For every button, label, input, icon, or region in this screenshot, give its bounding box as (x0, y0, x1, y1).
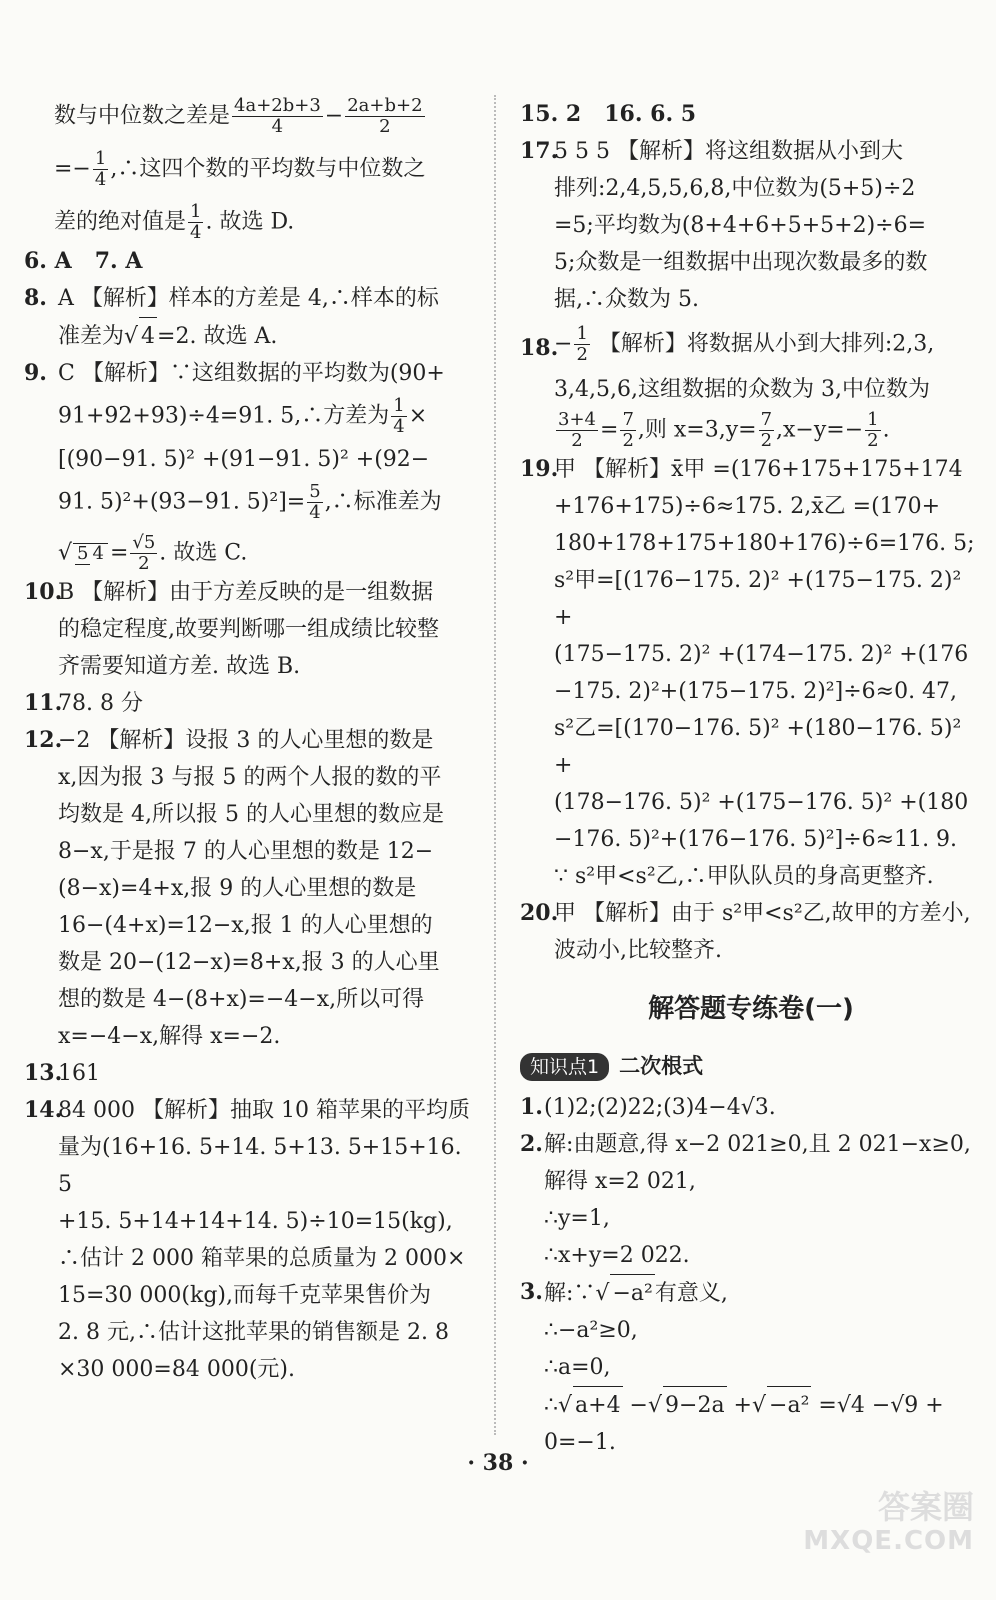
answer-6: 6. A (24, 248, 72, 274)
line: ∴x+y=2 022. (544, 1243, 690, 1268)
numerator: √5 (132, 532, 156, 553)
answer-1 (520, 1089, 982, 1126)
denominator: 4 (309, 502, 321, 523)
text: −√ (622, 1393, 663, 1418)
line: (1)2;(2)22;(3)4−4√3. (544, 1095, 776, 1120)
question-number: 18. (520, 335, 559, 361)
text: = (109, 540, 129, 566)
denominator: 4 (92, 543, 104, 564)
text: 解:∵√ (544, 1281, 610, 1306)
q6-q7 (24, 243, 476, 280)
line: s²乙=[(170−176. 5)² +(180−176. 5)² + (554, 716, 962, 778)
line (554, 324, 982, 365)
denominator: 2 (867, 430, 879, 451)
line: A 【解析】样本的方差是 4,∴样本的标 (58, 286, 439, 311)
text: 有意义, (654, 1281, 728, 1306)
line: 3,4,5,6,这组数据的众数为 3,中位数为 (554, 377, 930, 402)
knowledge-point-title: 二次根式 (619, 1054, 704, 1078)
text: . 故选 D. (205, 209, 295, 235)
denominator: 2 (576, 344, 588, 365)
cont-line-1 (24, 96, 476, 137)
denominator: 2 (138, 553, 150, 574)
line: [(90−91. 5)² +(91−91. 5)² +(92− (58, 447, 430, 472)
line: 数是 20−(12−x)=8+x,报 3 的人心里 (58, 950, 440, 975)
numerator: 7 (760, 409, 773, 430)
fraction (620, 410, 635, 451)
question-13 (24, 1055, 476, 1092)
line: ∴估计 2 000 箱苹果的总质量为 2 000× (58, 1246, 466, 1271)
text: 差的绝对值是 (54, 209, 187, 235)
q15-q16 (520, 96, 982, 133)
question-number: 1. (520, 1094, 543, 1120)
text: − (554, 331, 573, 357)
line: 据,∴众数为 5. (554, 287, 699, 312)
radicand: 9−2a (663, 1386, 727, 1424)
text: =2. 故选 A. (157, 324, 278, 349)
line: 甲 【解析】x̄甲 =(176+175+175+174 (554, 457, 963, 482)
answer-7: 7. A (94, 248, 143, 274)
question-9 (24, 355, 476, 574)
question-number: 13. (24, 1060, 63, 1086)
text: √ (58, 540, 73, 566)
line (554, 410, 982, 451)
numerator: 1 (190, 201, 202, 222)
text: +√ (726, 1393, 767, 1418)
question-number: 17. (520, 138, 559, 164)
line: x=−4−x,解得 x=−2. (58, 1024, 281, 1049)
question-number: 10. (24, 579, 63, 605)
denominator: 2 (571, 430, 583, 451)
question-17 (520, 133, 982, 318)
radicand: a+4 (573, 1386, 623, 1424)
line: 排列:2,4,5,5,6,8,中位数为(5+5)÷2 (554, 176, 916, 201)
question-number: 19. (520, 456, 559, 482)
fraction (865, 410, 880, 451)
text: 【解析】将数据从小到大排列:2,3, (591, 331, 935, 357)
line: 5;众数是一组数据中出现次数最多的数 (554, 250, 928, 275)
question-18 (520, 324, 982, 451)
line: 15=30 000(kg),而每千克苹果售价为 (58, 1283, 431, 1308)
text: 数与中位数之差是 (54, 103, 231, 129)
text: ,∴标准差为 (324, 489, 442, 515)
numerator: 1 (867, 409, 879, 430)
line: s²甲=[(176−175. 2)² +(175−175. 2)² + (554, 568, 962, 630)
numerator: 1 (393, 395, 405, 416)
question-number: 3. (520, 1279, 543, 1305)
question-12 (24, 722, 476, 1055)
radicand: −a² (767, 1386, 811, 1424)
numerator: 4a+2b+3 (234, 95, 321, 116)
left-column (24, 96, 476, 1388)
text: 91. 5)²+(93−91. 5)²]= (58, 489, 306, 515)
answer-16: 16. 6. 5 (604, 101, 697, 127)
text: ,x−y=− (776, 417, 864, 443)
line (544, 1386, 982, 1424)
cont-line-2 (24, 149, 476, 190)
question-number: 9. (24, 360, 47, 386)
fraction (232, 96, 323, 137)
question-number: 2. (520, 1131, 543, 1157)
question-number: 11. (24, 690, 63, 716)
text: =− (54, 156, 91, 182)
line: 想的数是 4−(8+x)=−4−x,所以可得 (58, 987, 425, 1012)
text: ∴√ (544, 1393, 573, 1418)
line: B 【解析】由于方差反映的是一组数据 (58, 580, 434, 605)
watermark-text: 答案圈 (877, 1488, 974, 1526)
denominator: 4 (271, 116, 284, 137)
answer-15: 15. 2 (520, 101, 582, 127)
page-number: · 38 · (467, 1450, 529, 1476)
line: −176. 5)²+(176−176. 5)²]÷6≈11. 9. (554, 827, 958, 852)
line (58, 482, 476, 523)
text: 准差为√ (58, 324, 139, 349)
column-divider (494, 95, 496, 1435)
question-19 (520, 451, 982, 895)
text: . 故选 C. (159, 540, 248, 566)
line (58, 533, 476, 574)
line: (175−175. 2)² +(174−175. 2)² +(176 (554, 642, 969, 667)
fraction (759, 410, 774, 451)
line: ∴a=0, (544, 1355, 611, 1380)
question-8 (24, 280, 476, 355)
text: ,则 x=3,y= (637, 417, 757, 443)
line: 均数是 4,所以报 5 的人心里想的数应是 (58, 802, 444, 827)
cont-line-3 (24, 202, 476, 243)
knowledge-point-header (520, 1048, 982, 1085)
line: ∵ s²甲<s²乙,∴甲队队员的身高更整齐. (554, 864, 934, 889)
line: 波动小,比较整齐. (554, 938, 722, 963)
line: 84 000 【解析】抽取 10 箱苹果的平均质 (58, 1098, 470, 1123)
line: 解:由题意,得 x−2 021≥0,且 2 021−x≥0, (544, 1132, 971, 1157)
numerator: 2a+b+2 (347, 95, 423, 116)
question-10 (24, 574, 476, 685)
numerator: 7 (622, 409, 634, 430)
text: ,∴这四个数的平均数与中位数之 (110, 156, 426, 182)
numerator: 1 (94, 148, 107, 169)
line: 的稳定程度,故要判断哪一组成绩比较整 (58, 617, 439, 642)
numerator: 5 (309, 481, 321, 502)
line (544, 1274, 982, 1312)
line: 齐需要知道方差. 故选 B. (58, 654, 301, 679)
text: × (408, 403, 428, 429)
line: −175. 2)²+(175−175. 2)²]÷6≈0. 47, (554, 679, 958, 704)
fraction (391, 396, 406, 437)
line: 甲 【解析】由于 s²甲<s²乙,故甲的方差小, (554, 901, 971, 926)
radicand: −a² (610, 1274, 654, 1312)
line: 78. 8 分 (58, 691, 143, 716)
line: 161 (58, 1061, 100, 1086)
text: . (882, 417, 890, 443)
right-column (520, 96, 982, 1461)
line (58, 317, 476, 355)
line: ∴y=1, (544, 1206, 610, 1231)
numerator: 5 (77, 543, 89, 564)
denominator: 4 (190, 222, 202, 243)
fraction (93, 149, 108, 190)
question-14 (24, 1092, 476, 1388)
fraction (130, 533, 157, 574)
question-20 (520, 895, 982, 969)
text: 91+92+93)÷4=91. 5,∴方差为 (58, 403, 390, 429)
question-number: 14. (24, 1097, 63, 1123)
watermark (803, 1490, 974, 1558)
question-number: 12. (24, 727, 63, 753)
line: x,因为报 3 与报 5 的两个人报的数的平 (58, 765, 442, 790)
denominator: 2 (760, 430, 773, 451)
line: 2. 8 元,∴估计这批苹果的销售额是 2. 8 (58, 1320, 449, 1345)
fraction (73, 543, 108, 564)
denominator: 4 (393, 416, 405, 437)
section-title: 解答题专练卷(一) (648, 994, 854, 1024)
line: 5 5 5 【解析】将这组数据从小到大 (554, 139, 903, 164)
line: −2 【解析】设报 3 的人心里想的数是 (58, 728, 434, 753)
answer-2 (520, 1126, 982, 1274)
text: − (324, 103, 344, 129)
line: 解得 x=2 021, (544, 1169, 696, 1194)
text: = (600, 417, 619, 443)
answer-3 (520, 1274, 982, 1461)
line: ×30 000=84 000(元). (58, 1357, 295, 1382)
line: ∴−a²≥0, (544, 1318, 638, 1343)
line: 180+178+175+180+176)÷6=176. 5; (554, 531, 975, 556)
knowledge-point-badge: 知识点1 (520, 1053, 609, 1081)
question-number: 20. (520, 900, 559, 926)
fraction (345, 96, 424, 137)
line: =5;平均数为(8+4+6+5+5+2)÷6= (554, 213, 927, 238)
text: =√4 −√9 + (811, 1393, 944, 1418)
line: 0=−1. (544, 1430, 616, 1455)
line: +176+175)÷6≈175. 2,x̄乙 =(170+ (554, 494, 941, 519)
question-number: 8. (24, 285, 47, 311)
fraction (188, 202, 203, 243)
line: (8−x)=4+x,报 9 的人心里想的数是 (58, 876, 417, 901)
fraction (574, 324, 589, 365)
fraction (307, 482, 322, 523)
line: 16−(4+x)=12−x,报 1 的人心里想的 (58, 913, 433, 938)
radicand: 4 (139, 317, 157, 355)
numerator: 1 (576, 323, 588, 344)
line: 量为(16+16. 5+14. 5+13. 5+15+16. 5 (58, 1135, 462, 1197)
denominator: 2 (622, 430, 634, 451)
numerator: 3+4 (558, 409, 596, 430)
denominator: 4 (94, 169, 107, 190)
line: +15. 5+14+14+14. 5)÷10=15(kg), (58, 1209, 453, 1234)
line: 8−x,于是报 7 的人心里想的数是 12− (58, 839, 434, 864)
line: C 【解析】∵这组数据的平均数为(90+ (58, 361, 445, 386)
line: (178−176. 5)² +(175−176. 5)² +(180 (554, 790, 969, 815)
denominator: 2 (379, 116, 391, 137)
line (58, 396, 476, 437)
question-11 (24, 685, 476, 722)
fraction (556, 410, 598, 451)
watermark-url: MXQE.COM (803, 1526, 974, 1556)
